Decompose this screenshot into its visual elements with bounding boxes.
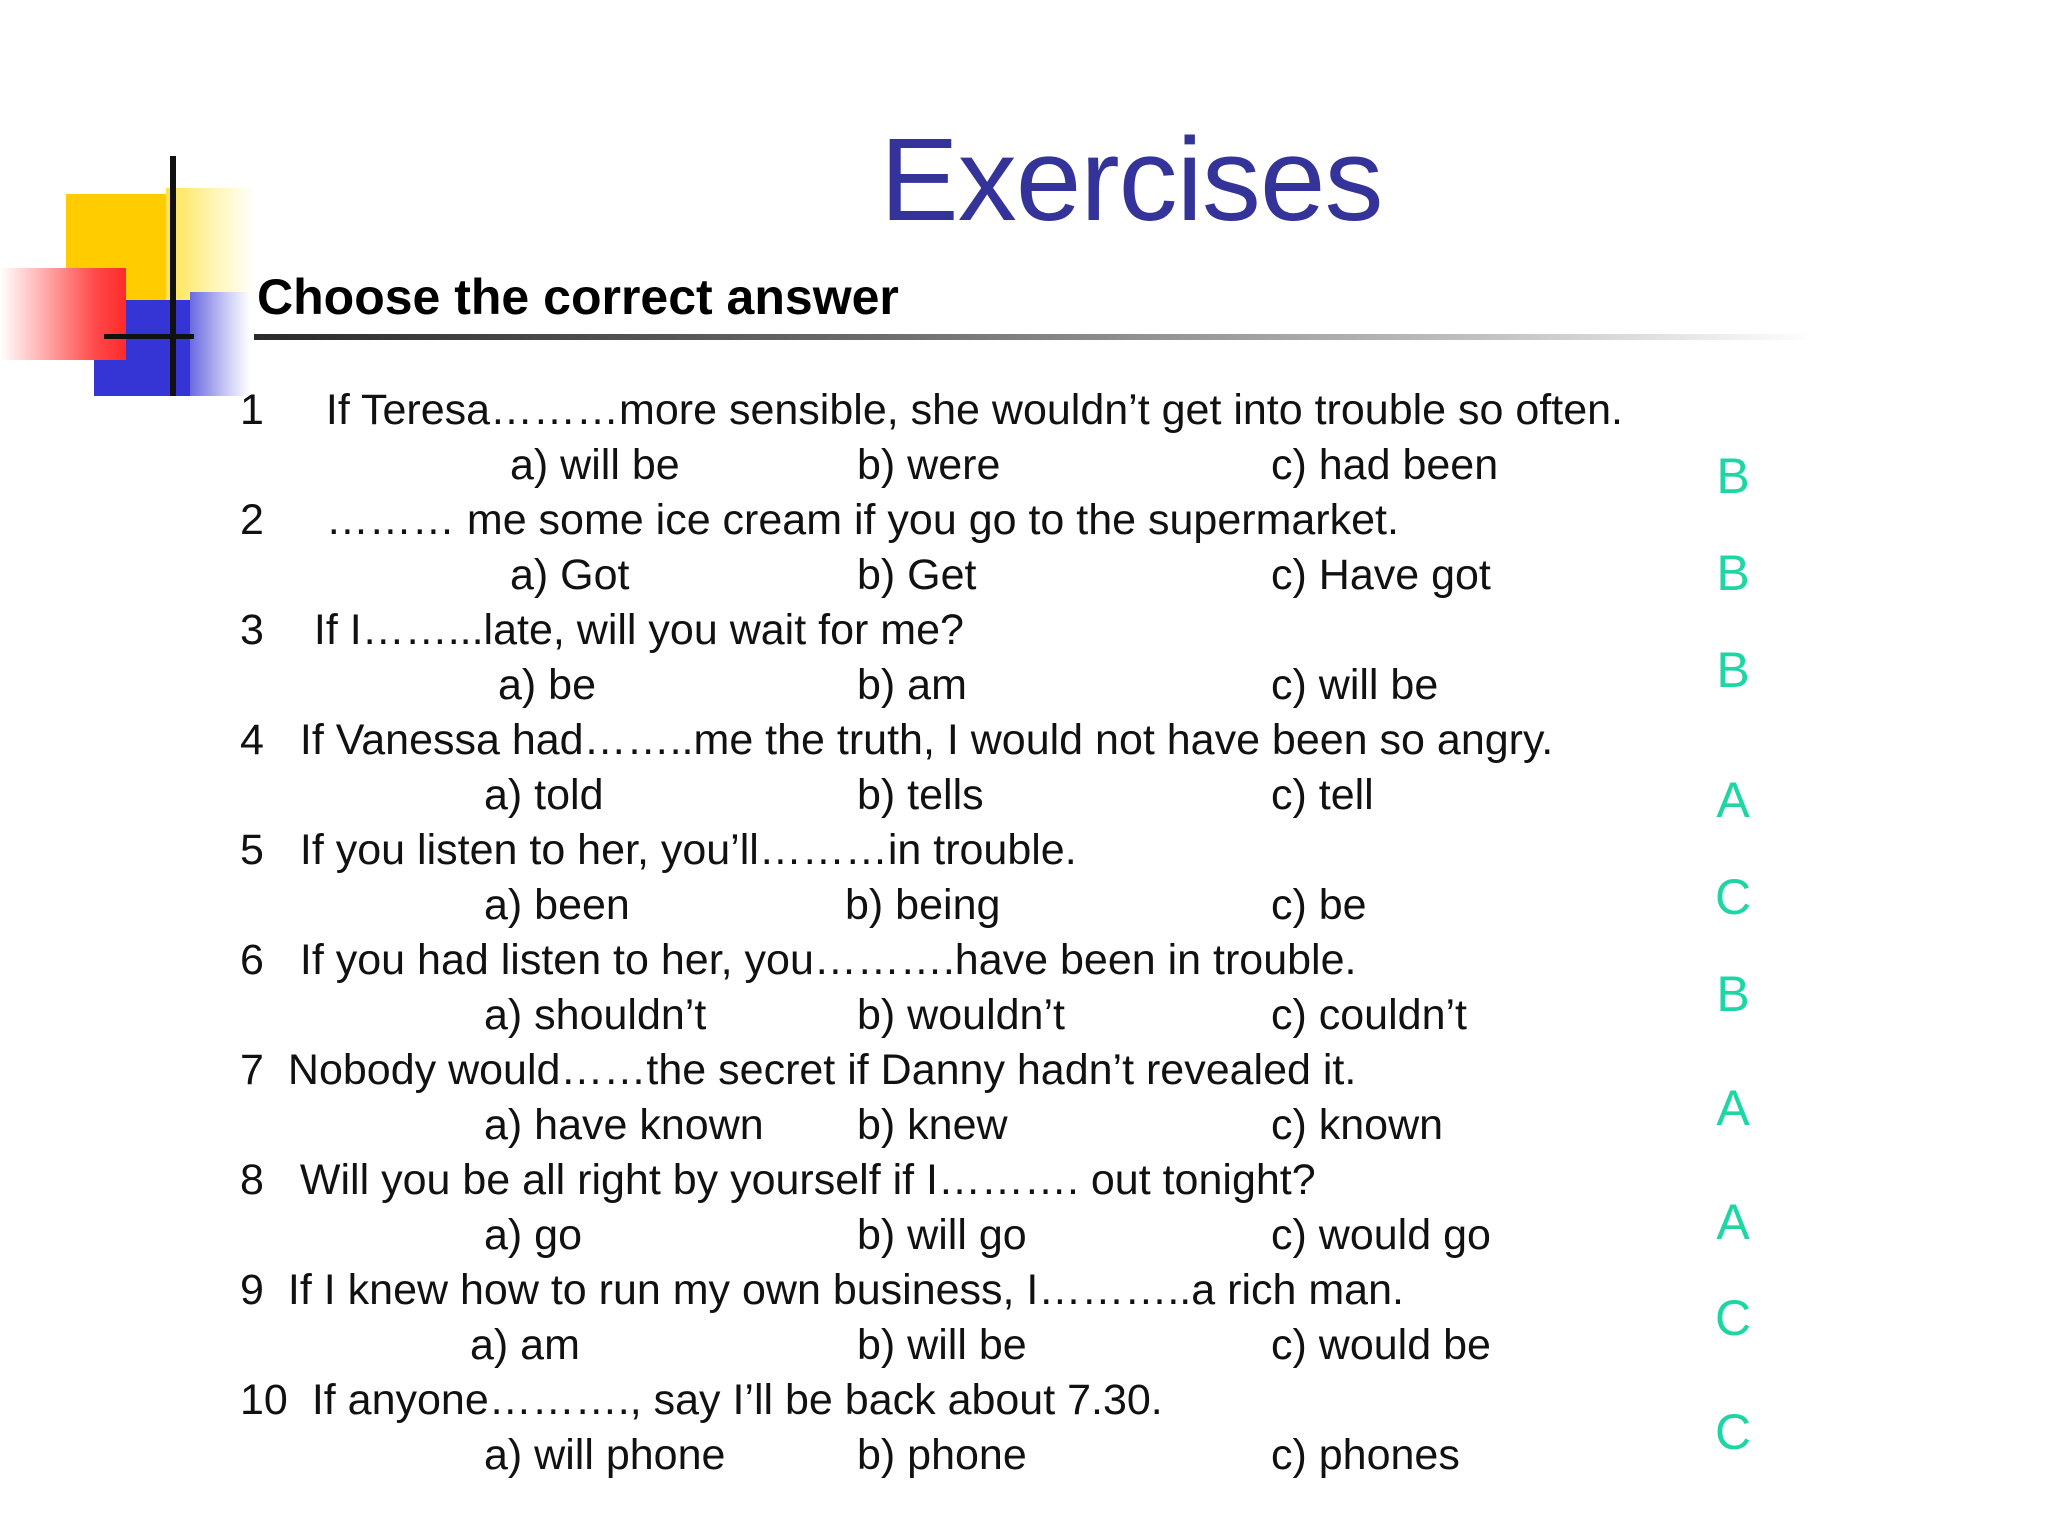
option-b: b) phone bbox=[857, 1431, 1027, 1479]
question-10 bbox=[240, 1370, 1163, 1430]
option-c: c) had been bbox=[1271, 441, 1499, 489]
option-c: c) Have got bbox=[1271, 551, 1491, 599]
option-b: b) knew bbox=[857, 1101, 1008, 1149]
question-text: If you had listen to her, you……….have been in trouble. bbox=[299, 936, 1357, 984]
question-text: If you listen to her, you’ll………in trouble. bbox=[299, 826, 1077, 874]
option-a: a) go bbox=[484, 1211, 583, 1259]
question-9 bbox=[240, 1260, 1404, 1320]
option-a: a) be bbox=[498, 661, 597, 709]
option-a: a) Got bbox=[510, 551, 630, 599]
question-6 bbox=[240, 930, 1356, 990]
option-b: b) will be bbox=[857, 1321, 1027, 1369]
answer-key: A bbox=[1716, 1194, 1750, 1250]
answer-key: B bbox=[1716, 448, 1750, 504]
question-8 bbox=[240, 1150, 1316, 1210]
decor-horizontal-line bbox=[104, 334, 194, 339]
question-3 bbox=[240, 600, 964, 660]
question-text: If Vanessa had……..me the truth, I would not have been so angry. bbox=[299, 716, 1554, 764]
question-number: 9 bbox=[240, 1266, 264, 1314]
option-c: c) be bbox=[1271, 881, 1367, 929]
option-c: c) couldn’t bbox=[1271, 991, 1467, 1039]
option-a: a) am bbox=[470, 1321, 580, 1369]
answer-key: B bbox=[1716, 545, 1750, 601]
question-number: 1 bbox=[240, 386, 264, 434]
option-a: a) been bbox=[484, 881, 630, 929]
question-number: 10 bbox=[240, 1376, 288, 1424]
question-text: If Teresa………more sensible, she wouldn’t get into trouble so often. bbox=[325, 386, 1623, 434]
option-c: c) known bbox=[1271, 1101, 1444, 1149]
title-rule bbox=[254, 334, 1814, 340]
answer-key: B bbox=[1716, 966, 1750, 1022]
answer-key: C bbox=[1714, 1404, 1752, 1460]
question-number: 3 bbox=[240, 606, 264, 654]
option-b: b) were bbox=[857, 441, 1001, 489]
option-b: b) Get bbox=[857, 551, 977, 599]
option-a: a) will be bbox=[510, 441, 680, 489]
option-a: a) have known bbox=[484, 1101, 764, 1149]
decor-vertical-line bbox=[170, 156, 176, 396]
question-number: 2 bbox=[240, 496, 264, 544]
decor-red-square bbox=[0, 268, 126, 360]
question-1 bbox=[240, 380, 1623, 440]
decor-yellow-fade bbox=[166, 188, 256, 300]
question-text: If I……...late, will you wait for me? bbox=[313, 606, 964, 654]
option-a: a) shouldn’t bbox=[484, 991, 707, 1039]
question-7 bbox=[240, 1040, 1356, 1100]
option-b: b) wouldn’t bbox=[857, 991, 1065, 1039]
option-b: b) being bbox=[845, 881, 1001, 929]
option-b: b) will go bbox=[857, 1211, 1027, 1259]
instruction-heading: Choose the correct answer bbox=[257, 269, 899, 325]
option-a: a) will phone bbox=[484, 1431, 726, 1479]
option-c: c) tell bbox=[1271, 771, 1374, 819]
answer-key: C bbox=[1714, 869, 1752, 925]
question-text: Nobody would……the secret if Danny hadn’t revealed it. bbox=[287, 1046, 1357, 1094]
option-c: c) would go bbox=[1271, 1211, 1491, 1259]
answer-key: A bbox=[1716, 1080, 1750, 1136]
question-number: 6 bbox=[240, 936, 264, 984]
answer-key: B bbox=[1716, 642, 1750, 698]
question-number: 4 bbox=[240, 716, 264, 764]
option-b: b) am bbox=[857, 661, 967, 709]
slide-title: Exercises bbox=[880, 114, 1383, 246]
option-a: a) told bbox=[484, 771, 604, 819]
question-number: 5 bbox=[240, 826, 264, 874]
answer-key: A bbox=[1716, 772, 1750, 828]
question-number: 8 bbox=[240, 1156, 264, 1204]
option-c: c) phones bbox=[1271, 1431, 1460, 1479]
question-text: ……… me some ice cream if you go to the supermarket. bbox=[325, 496, 1399, 544]
question-number: 7 bbox=[240, 1046, 264, 1094]
question-text: If anyone………., say I’ll be back about 7.30. bbox=[311, 1376, 1163, 1424]
option-b: b) tells bbox=[857, 771, 984, 819]
question-4 bbox=[240, 710, 1553, 770]
option-c: c) will be bbox=[1271, 661, 1439, 709]
option-c: c) would be bbox=[1271, 1321, 1491, 1369]
question-text: If I knew how to run my own business, I………..a rich man. bbox=[287, 1266, 1404, 1314]
answer-key: C bbox=[1714, 1290, 1752, 1346]
question-text: Will you be all right by yourself if I………. out tonight? bbox=[299, 1156, 1316, 1204]
question-2 bbox=[240, 490, 1399, 550]
question-5 bbox=[240, 820, 1077, 880]
